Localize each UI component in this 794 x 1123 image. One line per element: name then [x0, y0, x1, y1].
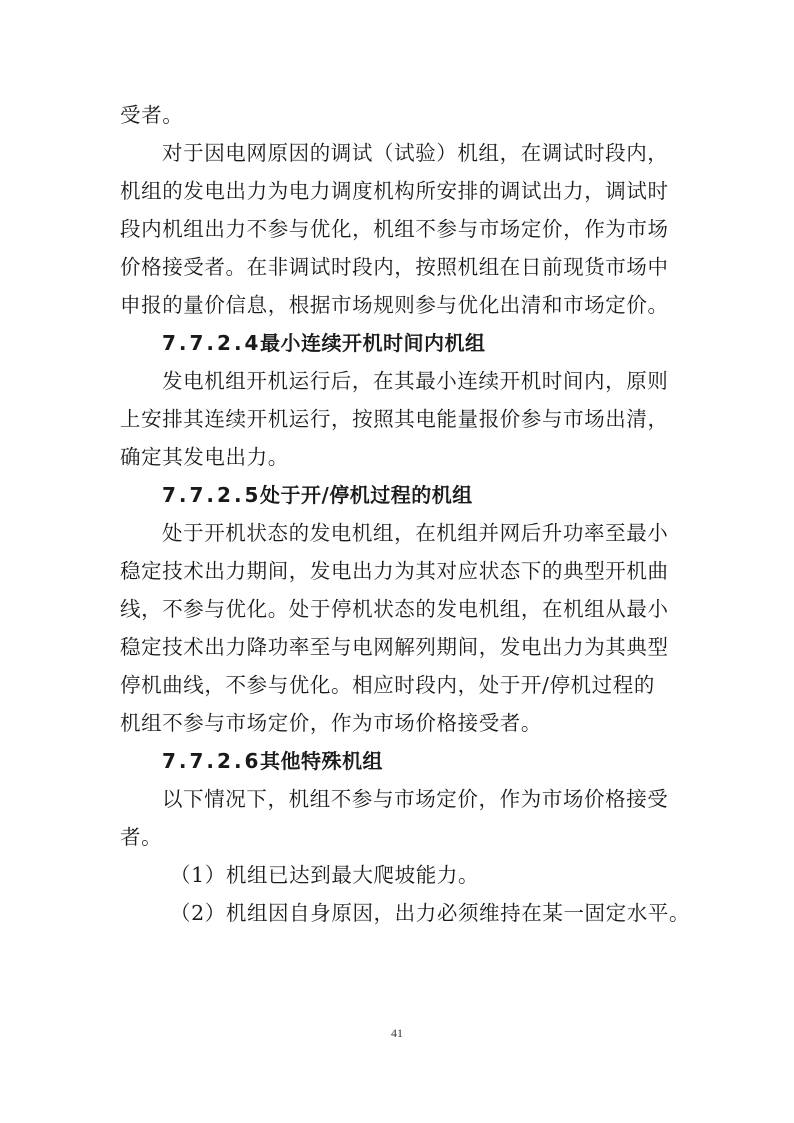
- paragraph-line: 稳定技术出力降功率至与电网解列期间，发电出力为其典型: [120, 635, 669, 659]
- paragraph-line: 上安排其连续开机运行，按照其电能量报价参与市场出清，: [120, 407, 669, 431]
- section-title: 最小连续开机时间内机组: [260, 331, 486, 355]
- document-body: [120, 96, 691, 932]
- section-title: 处于开/停机过程的机组: [260, 483, 473, 507]
- page-number: 41: [391, 1026, 403, 1040]
- paragraph-line: 确定其发电出力。: [120, 445, 289, 469]
- paragraph-line: 处于开机状态的发电机组，在机组并网后升功率至最小: [162, 521, 669, 545]
- paragraph-line: 以下情况下，机组不参与市场定价，作为市场价格接受: [162, 787, 669, 811]
- paragraph-line: 段内机组出力不参与优化，机组不参与市场定价，作为市场: [120, 217, 669, 241]
- list-item: （1）机组已达到最大爬坡能力。: [170, 863, 480, 887]
- section-title: 其他特殊机组: [260, 749, 383, 773]
- section-heading-7-7-2-4: [120, 324, 674, 362]
- paragraph-line: 机组不参与市场定价，作为市场价格接受者。: [120, 711, 542, 735]
- section-number: 7.7.2.6: [162, 749, 262, 773]
- paragraph-line: 受者。: [120, 103, 184, 127]
- paragraph-line: 者。: [120, 825, 163, 849]
- paragraph-line: 申报的量价信息，根据市场规则参与优化出清和市场定价。: [120, 293, 669, 317]
- paragraph-line: 发电机组开机运行后，在其最小连续开机时间内，原则: [162, 369, 669, 393]
- paragraph-line: 线，不参与优化。处于停机状态的发电机组，在机组从最小: [120, 597, 669, 621]
- section-heading-7-7-2-6: [120, 742, 674, 780]
- list-item: （2）机组因自身原因，出力必须维持在某一固定水平。: [170, 901, 691, 925]
- paragraph-line: 停机曲线，不参与优化。相应时段内，处于开/停机过程的: [120, 673, 656, 697]
- paragraph-line: 稳定技术出力期间，发电出力为其对应状态下的典型开机曲: [120, 559, 669, 583]
- paragraph-line: 价格接受者。在非调试时段内，按照机组在日前现货市场中: [120, 255, 669, 279]
- paragraph-line: 对于因电网原因的调试（试验）机组，在调试时段内，: [162, 141, 669, 165]
- section-heading-7-7-2-5: [120, 476, 674, 514]
- section-number: 7.7.2.4: [162, 331, 262, 355]
- paragraph-line: 机组的发电出力为电力调度机构所安排的调试出力，调试时: [120, 179, 669, 203]
- section-number: 7.7.2.5: [162, 483, 262, 507]
